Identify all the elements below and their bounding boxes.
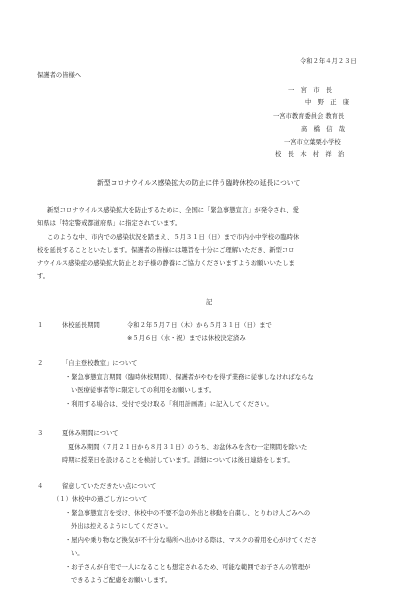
section-1-note: ※５月６日（水・祝）までは休校決定済み [127, 335, 246, 342]
section-1-number: １ [37, 322, 44, 329]
section-4-number: ４ [37, 483, 44, 490]
section-4-line: 外出は控えるようにしてください。 [71, 523, 172, 530]
section-2-line: ・緊急事態宣言期間（臨時休校期間）、保護者がやむを得ず業務に従事しなければならな [65, 374, 314, 381]
section-2-number: ２ [37, 360, 44, 367]
document-date: 令和２年４月２３日 [300, 58, 357, 65]
section-1-period: 令和２年５月７日（木）から５月３１日（日）まで [127, 322, 272, 329]
sender-mayor-title: 一 宮 市 長 [288, 87, 333, 94]
body-line: 新型コロナウイルス感染拡大を防止するために、全国に「緊急事態宣言」が発令され、愛 [47, 207, 299, 214]
sender-superintendent-name: 髙 橋 信 哉 [301, 126, 346, 133]
section-4-line: い。 [71, 550, 84, 557]
section-3-number: ３ [37, 430, 44, 437]
section-2-line: い医療従事者等に限定しての利用をお願いします。 [71, 387, 216, 394]
section-3-heading: 夏休み期間について [62, 430, 119, 437]
ki-heading: 記 [206, 299, 213, 306]
body-line: 校を延長することといたします。保護者の皆様には趣旨を十分にご理解いただき、新型コロ [37, 247, 295, 254]
section-3-line: 時期に授業日を設けることを検討しています。詳細については後日連絡をします。 [62, 457, 294, 464]
sender-principal: 校 長 木 村 祥 治 [275, 151, 345, 158]
section-4-line: ・お子さんが自宅で一人になることも想定されるため、可能な範囲でお子さんの管理が [65, 564, 311, 571]
addressee: 保護者の皆様へ [37, 72, 82, 79]
section-4-line: ・屋内や乗り物など換気が不十分な場所へ出かける際は、マスクの着用を心がけてくださ [65, 537, 317, 544]
body-line: す。 [37, 273, 50, 280]
body-line: 知県は「特定警戒都道府県」に指定されています。 [37, 220, 182, 227]
document-title: 新型コロナウイルス感染拡大の防止に伴う臨時休校の延長について [97, 179, 301, 187]
section-4-line: できるようご配慮をお願いします。 [71, 577, 172, 584]
section-2-heading: 「自主登校教室」について [62, 360, 138, 367]
section-4-line: ・緊急事態宣言を受け、休校中の不要不急の外出と移動を自粛し、とりわけ人ごみへの [65, 510, 311, 517]
section-1-label: 休校延長期間 [62, 322, 100, 329]
body-line: このような中、市内での感染状況を踏まえ、５月３１日（日）まで市内小中学校の臨時休 [47, 234, 300, 241]
body-line: ナウイルス感染症の感染拡大防止とお子様の静養にご協力くださいますようお願いいたしま [37, 260, 295, 267]
section-4-heading: 留意していただきたい点について [62, 483, 157, 490]
section-3-line: 夏休み期間（７月２１日から８月３１日）のうち、お盆休みを含む一定期間を除いた [68, 444, 308, 451]
sender-mayor-name: 中 野 正 康 [305, 99, 350, 106]
section-4-subheading: （１）休校中の過ごし方について [53, 496, 148, 503]
sender-school-name: 一宮市立葉栗小学校 [284, 139, 341, 146]
section-2-line: ・利用する場合は、受付で受け取る「利用計画書」に記入してください。 [65, 401, 273, 408]
sender-superintendent-title: 一宮市教育委員会 教育長 [273, 113, 345, 120]
